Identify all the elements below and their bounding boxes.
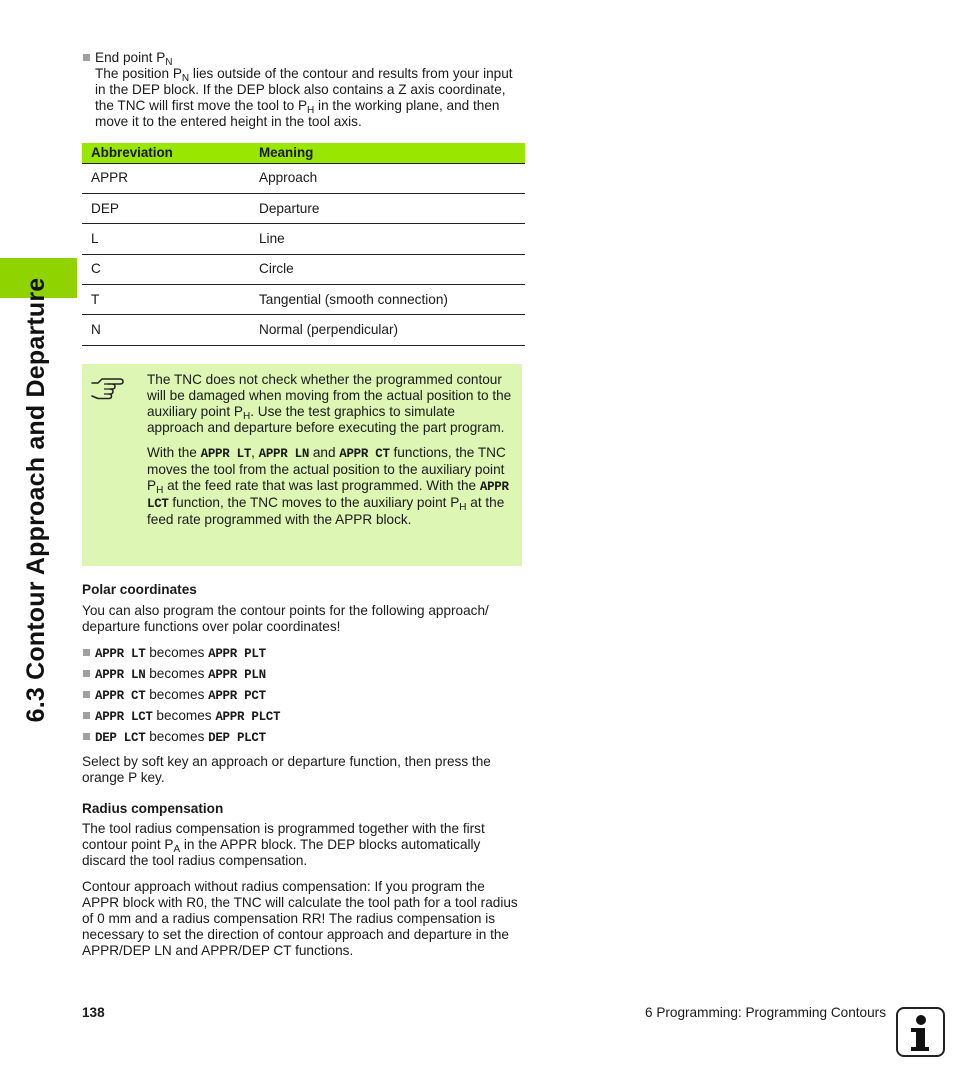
table-cell: Tangential (smooth connection) xyxy=(250,285,525,315)
table-cell: L xyxy=(82,224,250,254)
table-header-abbreviation: Abbreviation xyxy=(82,143,250,163)
radius-paragraph-1: The tool radius compensation is programmed together with the first contour point $P_A$ in the APPR block. The DEP blocks automatically discard the tool radius compensation. xyxy=(82,821,485,868)
polar-list xyxy=(82,645,524,750)
radius-heading: Radius compensation xyxy=(82,801,224,816)
table-cell: Departure xyxy=(250,193,525,223)
table-row xyxy=(82,193,525,223)
table-row xyxy=(82,224,525,254)
note-box xyxy=(82,364,522,566)
end-point-title: End point $P_N$ xyxy=(82,50,522,66)
radius-paragraph-2: Contour approach without radius compensation: If you program the APPR block with R0, the TNC will calculate the tool path for a tool radius of 0 mm and a radius compensation RR! The radius compensation is necessary to set the direction of contour approach and departure in the APPR/DEP LN and APPR/DEP CT functions. xyxy=(82,879,518,958)
table-row xyxy=(82,285,525,315)
table-cell: APPR xyxy=(82,163,250,193)
polar-intro: You can also program the contour points for the following approach/ departure functions over polar coordinates! xyxy=(82,603,489,634)
table-header-row xyxy=(82,143,525,163)
table-row xyxy=(82,254,525,284)
table-cell: T xyxy=(82,285,250,315)
polar-select-text: Select by soft key an approach or departure function, then press the orange P key. xyxy=(82,754,491,785)
chapter-side-title: 6.3 Contour Approach and Departure xyxy=(22,277,50,723)
table-row xyxy=(82,315,525,345)
table-row xyxy=(82,163,525,193)
info-icon xyxy=(896,1007,945,1057)
note-text xyxy=(147,372,515,537)
table-cell: DEP xyxy=(82,193,250,223)
list-item: DEP LCT becomes DEP PLCT xyxy=(82,729,524,750)
note-paragraph: With the APPR LT, APPR LN and APPR CT functions, the TNC moves the tool from the actual position to the auxiliary point $P_H$ at the feed rate that was last programmed. With the APPR LCT function, the TNC moves to the auxiliary point $P_H$ at the feed rate programmed with the APPR block. xyxy=(147,445,509,527)
table-header-meaning: Meaning xyxy=(250,143,525,163)
footer-chapter: 6 Programming: Programming Contours xyxy=(644,1005,886,1020)
abbreviation-table xyxy=(82,143,525,346)
end-point-section xyxy=(82,50,522,130)
table-cell: N xyxy=(82,315,250,345)
list-item: APPR LT becomes APPR PLT xyxy=(82,645,524,666)
table-cell: Circle xyxy=(250,254,525,284)
table-cell: Line xyxy=(250,224,525,254)
table-cell: C xyxy=(82,254,250,284)
table-cell: Normal (perpendicular) xyxy=(250,315,525,345)
note-paragraph: The TNC does not check whether the programmed contour will be damaged when moving from the actual position to the auxiliary point $P_H$. Use the test graphics to simulate approach and departure before executing the part program. xyxy=(147,372,512,435)
list-item: APPR LCT becomes APPR PLCT xyxy=(82,708,524,729)
polar-heading: Polar coordinates xyxy=(82,582,197,597)
list-item: APPR LN becomes APPR PLN xyxy=(82,666,524,687)
table-cell: Approach xyxy=(250,163,525,193)
end-point-body: The position $P_N$ lies outside of the contour and results from your input in the DEP block. If the DEP block also contains a Z axis coordinate, the TNC will first move the tool to $P_H$ in the working plane, and then move it to the entered height in the tool axis. xyxy=(95,66,513,129)
pointing-hand-icon xyxy=(90,374,130,402)
page-number: 138 xyxy=(82,1005,105,1020)
list-item: APPR CT becomes APPR PCT xyxy=(82,687,524,708)
